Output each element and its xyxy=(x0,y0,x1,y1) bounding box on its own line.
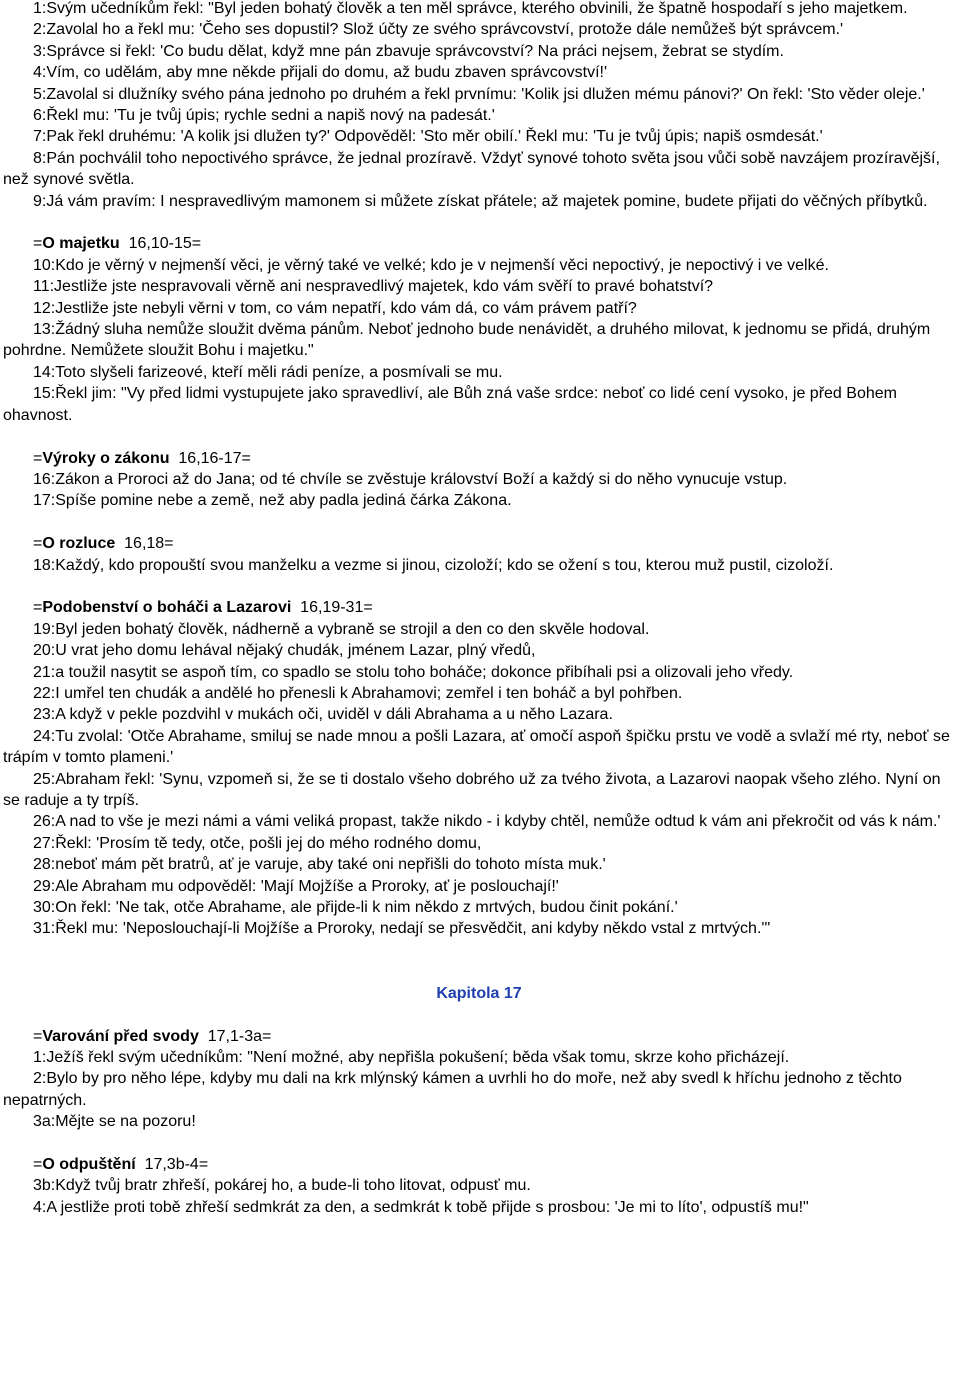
verse-paragraph: 1:Svým učedníkům řekl: "Byl jeden bohatý člověk a ten měl správce, kterého obvinili, že špatně hospodaří s jeho majetkem. xyxy=(33,0,908,17)
paragraph-spacer xyxy=(3,212,955,233)
verse-paragraph: 3a:Mějte se na pozoru! xyxy=(33,1113,196,1131)
verse-paragraph: 2:Zavolal ho a řekl mu: 'Čeho ses dopustil? Slož účty ze svého správcovství, protože dále nemůžeš být správcem.' xyxy=(33,21,844,39)
section-heading xyxy=(3,1154,955,1175)
verse-paragraph: 4:A jestliže proti tobě zhřeší sedmkrát za den, a sedmkrát k tobě přijde s prosbou: 'Je mi to líto', odpustíš mu!" xyxy=(33,1198,809,1216)
verse-paragraph: 3:Správce si řekl: 'Co budu dělat, když mne pán zbavuje správcovství? Na práci nejsem, žebrat se stydím. xyxy=(33,42,784,60)
verse-paragraph: 18:Každý, kdo propouští svou manželku a vezme si jinou, cizoloží; kdo se ožení s tou, kterou muž pustil, cizoloží. xyxy=(33,556,834,574)
verse-paragraph: 8:Pán pochválil toho nepoctivého správce, že jednal prozíravě. Vždyť synové tohoto světa jsou vůči sobě navzájem prozíravější, než synové světla. xyxy=(3,149,940,189)
verse-paragraph: 7:Pak řekl druhému: 'A kolik jsi dlužen ty?' Odpověděl: 'Sto měr obilí.' Řekl mu: 'Tu je tvůj úpis; napiš osmdesát.' xyxy=(33,128,823,146)
document-body xyxy=(3,0,955,1218)
verse-paragraph: 15:Řekl jim: "Vy před lidmi vystupujete jako spravedliví, ale Bůh zná vaše srdce: neboť co lidé cení vysoko, je před Bohem ohavnost. xyxy=(3,385,897,424)
verse-paragraph: 1:Ježíš řekl svým učedníkům: "Není možné, aby nepřišla pokušení; běda však tomu, skrze koho přicházejí. xyxy=(33,1049,790,1067)
verse-paragraph: 10:Kdo je věrný v nejmenší věci, je věrný také ve velké; kdo je v nejmenší věci nepoctivý, je nepoctivý i ve velké. xyxy=(33,256,829,274)
verse-paragraph: 3b:Když tvůj bratr zhřeší, pokárej ho, a bude-li toho litovat, odpusť mu. xyxy=(33,1177,531,1195)
chapter-heading: Kapitola 17 xyxy=(436,984,522,1002)
verse-paragraph: 28:neboť mám pět bratrů, ať je varuje, aby také oni nepřišli do tohoto místa muk.' xyxy=(33,856,606,874)
heading-reference: 16,18= xyxy=(124,535,174,553)
heading-reference: 16,19-31= xyxy=(300,599,373,617)
verse-paragraph: 19:Byl jeden bohatý člověk, nádherně a vybraně se strojil a den co den skvěle hodoval. xyxy=(33,620,650,638)
heading-prefix: = xyxy=(33,235,43,253)
verse-paragraph: 13:Žádný sluha nemůže sloužit dvěma pánům. Neboť jednoho bude nenávidět, a druhého milovat, k jednomu se přidá, druhým pohrdne. Nemůžete sloužit Bohu i majetku." xyxy=(3,321,931,360)
section-heading xyxy=(3,597,955,618)
verse-paragraph: 4:Vím, co udělám, aby mne někde přijali do domu, až budu zbaven správcovství!' xyxy=(33,64,608,82)
verse-paragraph: 24:Tu zvolal: 'Otče Abrahame, smiluj se nade mnou a pošli Lazara, ať omočí aspoň špičku prstu ve vodě a svlaží mé rty, neboť se trápím v tomto plameni.' xyxy=(3,727,950,767)
verse-paragraph: 17:Spíše pomine nebe a země, než aby padla jediná čárka Zákona. xyxy=(33,492,512,510)
heading-title: Varování před svody xyxy=(42,1027,199,1045)
paragraph-spacer xyxy=(3,426,955,447)
heading-prefix: = xyxy=(33,1156,43,1174)
verse-paragraph: 6:Řekl mu: 'Tu je tvůj úpis; rychle sedni a napiš nový na padesát.' xyxy=(33,107,495,125)
heading-reference: 16,10-15= xyxy=(128,235,202,253)
verse-paragraph: 21:a toužil nasytit se aspoň tím, co spadlo se stolu toho boháče; dokonce přibíhali psi a olizovali jeho vředy. xyxy=(33,663,794,681)
verse-paragraph: 12:Jestliže jste nebyli věrni v tom, co vám nepatří, kdo vám dá, co vám právem patří? xyxy=(33,299,637,317)
heading-title: O odpuštění xyxy=(42,1156,136,1174)
heading-prefix: = xyxy=(33,599,43,617)
verse-paragraph: 26:A nad to vše je mezi námi a vámi veliká propast, takže nikdo - i kdyby chtěl, nemůže odtud k vám ani překročit od vás k nám.' xyxy=(33,813,941,831)
verse-paragraph: 5:Zavolal si dlužníky svého pána jednoho po druhém a řekl prvnímu: 'Kolik jsi dlužen mému pánovi?' On řekl: 'Sto věder oleje.' xyxy=(33,85,925,103)
heading-title: Podobenství o boháči a Lazarovi xyxy=(42,599,292,617)
verse-paragraph: 31:Řekl mu: 'Neposlouchají-li Mojžíše a Proroky, nedají se přesvědčit, ani kdyby někdo vstal z mrtvých.'" xyxy=(33,920,771,938)
section-heading xyxy=(3,233,955,254)
verse-paragraph: 2:Bylo by pro něho lépe, kdyby mu dali na krk mlýnský kámen a uvrhli ho do moře, než aby svedl k hříchu jednoho z těchto nepatrných. xyxy=(3,1070,902,1109)
verse-paragraph: 16:Zákon a Proroci až do Jana; od té chvíle se zvěstuje království Boží a každý si do něho vynucuje vstup. xyxy=(33,470,788,488)
paragraph-spacer xyxy=(3,1004,955,1025)
heading-prefix: = xyxy=(33,1027,43,1045)
heading-prefix: = xyxy=(33,535,43,553)
heading-reference: 16,16-17= xyxy=(178,449,251,467)
section-heading xyxy=(3,1026,955,1047)
heading-prefix: = xyxy=(33,449,43,467)
heading-reference: 17,3b-4= xyxy=(144,1156,209,1174)
paragraph-spacer xyxy=(3,512,955,533)
verse-paragraph: 23:A když v pekle pozdvihl v mukách oči, uviděl v dáli Abrahama a u něho Lazara. xyxy=(33,706,613,724)
heading-title: Výroky o zákonu xyxy=(42,449,170,467)
heading-reference: 17,1-3a= xyxy=(207,1027,272,1045)
verse-paragraph: 22:I umřel ten chudák a andělé ho přenesli k Abrahamovi; zemřel i ten boháč a byl pohřben. xyxy=(33,684,683,702)
paragraph-spacer xyxy=(3,1133,955,1154)
verse-paragraph: 25:Abraham řekl: 'Synu, vzpomeň si, že se ti dostalo všeho dobrého už za tvého života, a Lazarovi naopak všeho zlého. Nyní on se raduje a ty trpíš. xyxy=(3,770,941,809)
verse-paragraph: 29:Ale Abraham mu odpověděl: 'Mají Mojžíše a Proroky, ať je poslouchají!' xyxy=(33,877,559,895)
verse-paragraph: 27:Řekl: 'Prosím tě tedy, otče, pošli jej do mého rodného domu, xyxy=(33,834,482,852)
verse-paragraph: 11:Jestliže jste nespravovali věrně ani nespravedlivý majetek, kdo vám svěří to pravé bohatství? xyxy=(33,278,714,296)
verse-paragraph: 9:Já vám pravím: I nespravedlivým mamonem si můžete získat přátele; až majetek pomine, budete přijati do věčných příbytků. xyxy=(33,192,928,210)
verse-paragraph: 20:U vrat jeho domu lehával nějaký chudák, jménem Lazar, plný vředů, xyxy=(33,642,536,660)
paragraph-spacer xyxy=(3,940,955,983)
heading-title: O rozluce xyxy=(42,535,116,553)
paragraph-spacer xyxy=(3,576,955,597)
heading-title: O majetku xyxy=(42,235,120,253)
section-heading xyxy=(3,533,955,554)
section-heading xyxy=(3,448,955,469)
verse-paragraph: 30:On řekl: 'Ne tak, otče Abrahame, ale přijde-li k nim někdo z mrtvých, budou činit pokání.' xyxy=(33,899,678,916)
verse-paragraph: 14:Toto slyšeli farizeové, kteří měli rádi peníze, a posmívali se mu. xyxy=(33,363,503,381)
